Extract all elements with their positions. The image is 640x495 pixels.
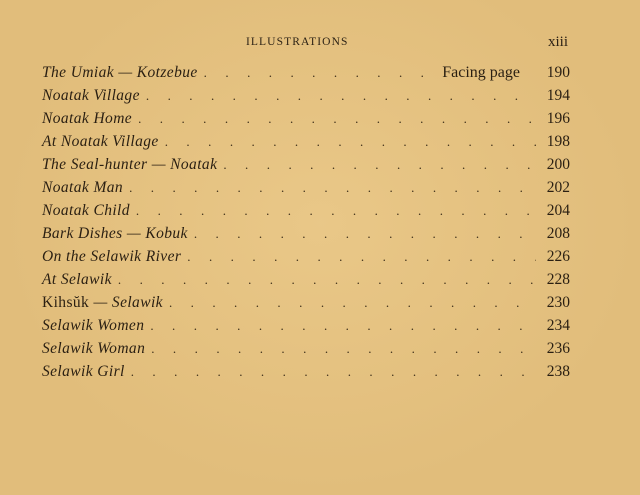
dot-leader — [181, 245, 536, 268]
dot-leader — [217, 153, 536, 176]
entry-title — [42, 291, 163, 314]
list-item — [42, 245, 570, 268]
entry-title-roman: Kihsŭk — [42, 294, 90, 311]
entry-page-number: 198 — [546, 133, 570, 150]
entry-page-number: 190 — [546, 64, 570, 81]
entry-page-number: 228 — [546, 271, 570, 288]
dot-leader — [130, 199, 536, 222]
dot-leader — [163, 291, 536, 314]
entry-page-number: 200 — [546, 156, 570, 173]
entry-title: Noatak Home — [42, 110, 133, 127]
dot-leader — [188, 222, 536, 245]
entry-title-italic: — Selawik — [89, 294, 163, 311]
illustrations-list — [42, 61, 570, 383]
entry-page-number: 202 — [546, 179, 570, 196]
list-item — [42, 268, 570, 291]
dot-leader — [140, 84, 536, 107]
entry-page-number: 208 — [546, 225, 570, 242]
list-item — [42, 61, 570, 84]
entry-page-number: 194 — [546, 87, 570, 104]
list-item — [42, 222, 570, 245]
list-item — [42, 291, 570, 314]
entry-title: Noatak Man — [42, 179, 124, 196]
entry-title: The Seal-hunter — Noatak — [42, 156, 218, 173]
entry-title: On the Selawik River — [42, 248, 182, 265]
entry-title: Selawik Woman — [42, 340, 146, 357]
list-item — [42, 337, 570, 360]
dot-leader — [144, 314, 536, 337]
list-item — [42, 360, 570, 383]
facing-page-label: Facing page — [442, 64, 520, 81]
entry-page-number: 236 — [546, 340, 570, 357]
running-head — [0, 36, 640, 54]
list-item — [42, 199, 570, 222]
list-item — [42, 176, 570, 199]
entry-page-number: 196 — [546, 110, 570, 127]
entry-title: The Umiak — Kotzebue — [42, 64, 198, 81]
entry-page-number: 238 — [546, 363, 570, 380]
dot-leader — [132, 107, 536, 130]
dot-leader — [159, 130, 536, 153]
entry-title: At Selawik — [42, 271, 112, 288]
entry-page-number: 204 — [546, 202, 570, 219]
dot-leader — [198, 61, 443, 84]
dot-leader — [123, 176, 536, 199]
entry-title: Selawik Women — [42, 317, 145, 334]
entry-title: At Noatak Village — [42, 133, 159, 150]
entry-title: Noatak Village — [42, 87, 140, 104]
page-number: xiii — [547, 34, 568, 50]
entry-title: Noatak Child — [42, 202, 130, 219]
dot-leader — [125, 360, 536, 383]
list-item — [42, 314, 570, 337]
entry-page-number: 234 — [546, 317, 570, 334]
entry-title: Selawik Girl — [42, 363, 125, 380]
entry-title: Bark Dishes — Kobuk — [42, 225, 188, 242]
list-item — [42, 84, 570, 107]
dot-leader — [145, 337, 536, 360]
list-item — [42, 130, 570, 153]
entry-page-number: 226 — [546, 248, 570, 265]
dot-leader — [112, 268, 536, 291]
list-item — [42, 153, 570, 176]
section-title: ILLUSTRATIONS — [246, 36, 349, 48]
list-item — [42, 107, 570, 130]
entry-page-number: 230 — [546, 294, 570, 311]
